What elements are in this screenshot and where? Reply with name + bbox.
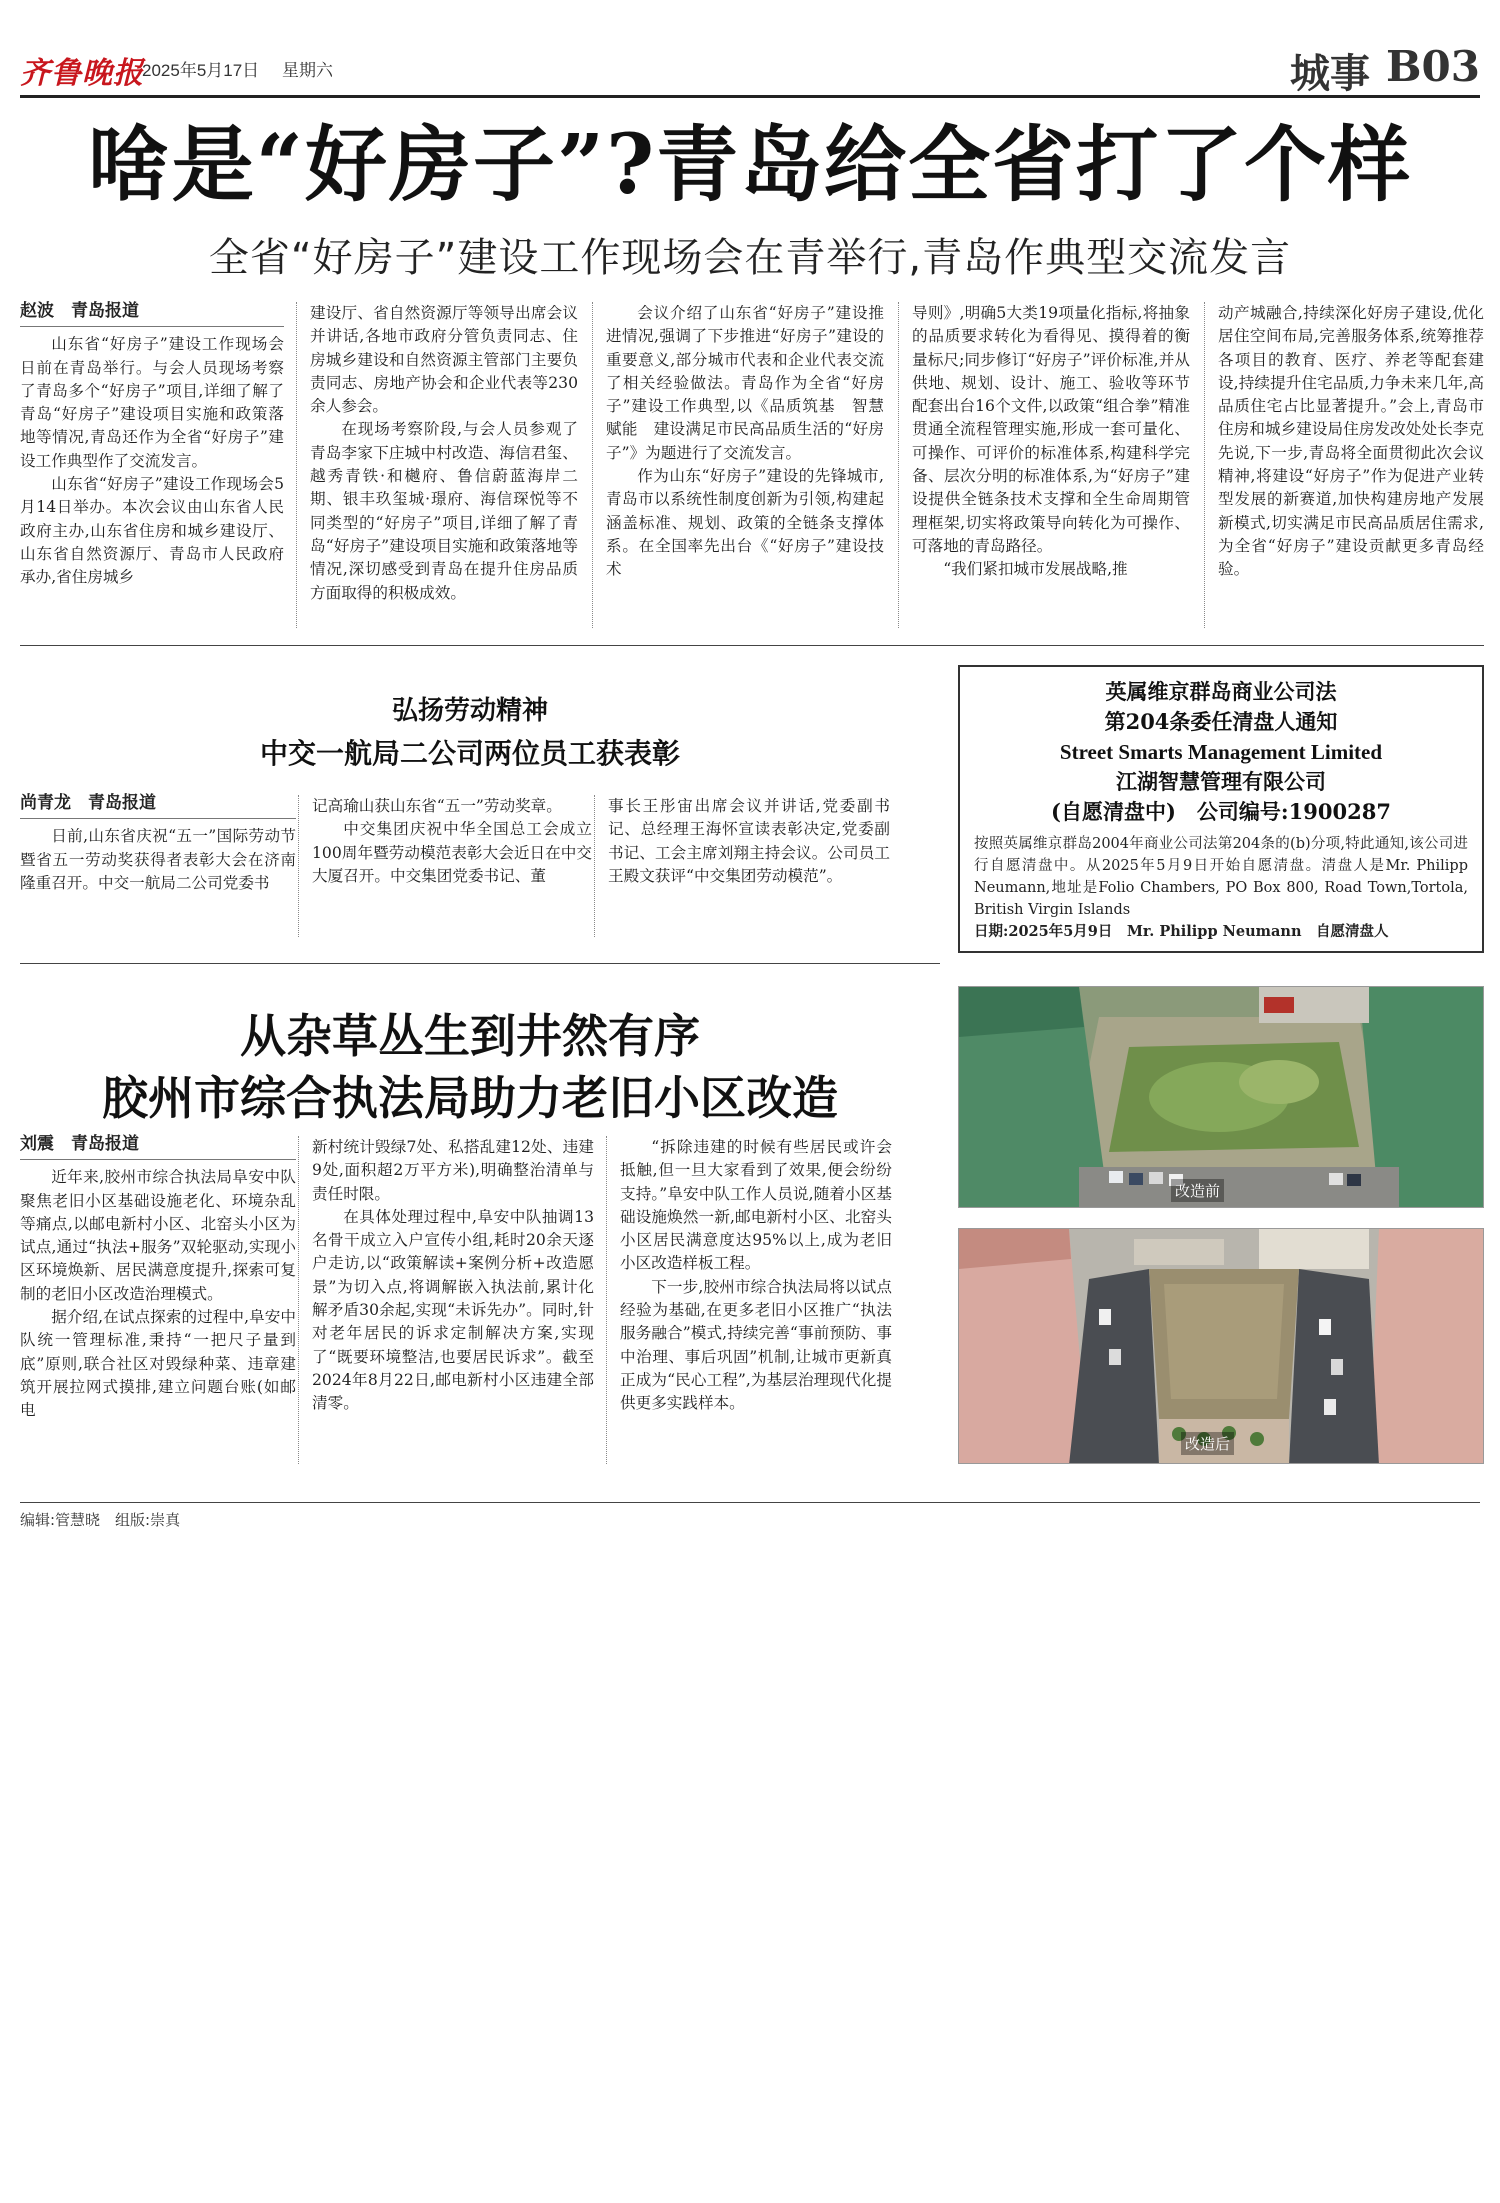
notice-company-chinese: 江湖智慧管理有限公司 xyxy=(1116,769,1326,794)
column-divider xyxy=(1204,302,1205,628)
photo-after-caption: 改造后 xyxy=(1181,1432,1234,1455)
article2-column-3 xyxy=(608,795,890,945)
article1-paragraph: 山东省“好房子”建设工作现场会5月14日举办。本次会议由山东省人民政府主办,山东省住房和城乡建设厅、山东省自然资源厅、青岛市人民政府承办,省住房城乡 xyxy=(20,475,284,587)
column-divider xyxy=(298,795,299,937)
article1-paragraph: “我们紧扣城市发展战略,推 xyxy=(943,560,1128,579)
newspaper-logo: 齐鲁晚报 xyxy=(20,56,144,91)
article2-column-2 xyxy=(312,795,592,945)
masthead xyxy=(20,40,1480,98)
notice-title-2: 第204条委任清盘人通知 xyxy=(1104,709,1338,734)
article3-paragraph: 在具体处理过程中,阜安中队抽调13名骨干成立入户宣传小组,耗时20余天逐户走访,以“政策解读+案例分析+改造愿景”为切入点,将调解嵌入执法前,累计化解矛盾30余起,实现“未诉先办”。同时,针对老年居民的诉求定制解决方案,实现了“既要环境整洁,也要居民诉求”。截至2024年8月22日,邮电新村小区违建全部清零。 xyxy=(312,1207,594,1413)
article1-byline: 赵波 青岛报道 xyxy=(20,300,284,327)
article2-title-line2: 中交一航局二公司两位员工获表彰 xyxy=(259,737,680,770)
article2-paragraph: 记高瑜山获山东省“五一”劳动奖章。 xyxy=(312,797,562,815)
notice-title-1: 英属维京群岛商业公司法 xyxy=(1105,679,1337,704)
article3-column-2 xyxy=(312,1136,594,1471)
article2-title-line1: 弘扬劳动精神 xyxy=(391,696,548,726)
article1-paragraph: 作为山东“好房子”建设的先锋城市,青岛市以系统性制度创新为引领,构建起涵盖标准、规划、政策的全链条支撑体系。在全国率先出台《“好房子”建设技术 xyxy=(606,467,884,579)
notice-footer: 日期:2025年5月9日 Mr. Philipp Neumann 自愿清盘人 xyxy=(974,923,1389,940)
page-footer xyxy=(20,1502,1480,1530)
article3-paragraph: 近年来,胶州市综合执法局阜安中队聚焦老旧小区基础设施老化、环境杂乱等痛点,以邮电新村小区、北窑头小区为试点,通过“执法+服务”双轮驱动,实现小区环境焕新、居民满意度提升,探索可复制的老旧小区改造治理模式。 xyxy=(20,1168,296,1303)
article1-column-1 xyxy=(20,300,284,630)
editor-credit: 编辑:管慧晓 组版:崇真 xyxy=(20,1511,181,1529)
notice-body: 按照英属维京群岛2004年商业公司法第204条的(b)分项,特此通知,该公司进行自愿清盘中。从2025年5月9日开始自愿清盘。清盘人是Mr. Philipp Neumann,地址是Folio Chambers, PO Box 800, Road Town,Tortola, British Virgin Islands xyxy=(974,836,1468,918)
article3-column-3 xyxy=(620,1136,892,1471)
article2-column-1 xyxy=(20,792,296,942)
column-divider xyxy=(898,302,899,628)
notice-company-number: (自愿清盘中) 公司编号:1900287 xyxy=(1051,799,1391,824)
column-divider xyxy=(298,1136,299,1464)
photo-before-image xyxy=(959,987,1484,1208)
legal-notice-box xyxy=(958,665,1484,953)
column-divider xyxy=(592,302,593,628)
article1-title: 啥是“好房子”?青岛给全省打了个样 xyxy=(87,117,1413,213)
photo-after-renovation xyxy=(958,1228,1484,1464)
article1-paragraph: 山东省“好房子”建设工作现场会日前在青岛举行。与会人员现场考察了青岛多个“好房子”项目,详细了解了青岛“好房子”建设项目实施和政策落地等情况,青岛还作为全省“好房子”建设工作典型作了交流发言。 xyxy=(20,335,284,470)
article3-paragraph: 新村统计毁绿7处、私搭乱建12处、违建9处,面积超2万平方米),明确整治清单与责任时限。 xyxy=(312,1138,594,1203)
article3-byline: 刘震 青岛报道 xyxy=(20,1133,296,1160)
issue-date: 2025年5月17日 xyxy=(142,61,260,80)
article3-title-line2: 胶州市综合执法局助力老旧小区改造 xyxy=(102,1071,838,1125)
article2-paragraph: 中交集团庆祝中华全国总工会成立100周年暨劳动模范表彰大会近日在中交大厦召开。中交集团党委书记、董 xyxy=(312,820,592,885)
photo-before-caption: 改造前 xyxy=(1171,1179,1224,1202)
column-divider xyxy=(594,795,595,937)
photo-after-image xyxy=(959,1229,1484,1464)
article2-byline: 尚青龙 青岛报道 xyxy=(20,792,296,819)
article1-paragraph: 动产城融合,持续深化好房子建设,优化居住空间布局,完善服务体系,统筹推荐各项目的教育、医疗、养老等配套建设,持续提升住宅品质,力争未来几年,高品质住宅占比显著提升。”会上,青岛市住房和城乡建设局住房发改处处长李克先说,下一步,青岛将全面贯彻此次会议精神,将建设“好房子”作为促进产业转型发展的新赛道,加快构建房地产发展新模式,切实满足市民高品质居住需求,为全省“好房子”建设贡献更多青岛经验。 xyxy=(1218,304,1484,579)
section-name: 城事 xyxy=(1290,50,1370,97)
article1-column-5 xyxy=(1218,302,1484,632)
article1-column-2 xyxy=(310,302,578,632)
photo-before-renovation xyxy=(958,986,1484,1208)
article3-paragraph: 据介绍,在试点探索的过程中,阜安中队统一管理标准,秉持“一把尺子量到底”原则,联合社区对毁绿种菜、违章建筑开展拉网式摸排,建立问题台账(如邮电 xyxy=(20,1308,296,1420)
article2-paragraph: 日前,山东省庆祝“五一”国际劳动节暨省五一劳动奖获得者表彰大会在济南隆重召开。中交一航局二公司党委书 xyxy=(20,827,296,892)
article1-paragraph: 建设厅、省自然资源厅等领导出席会议并讲话,各地市政府分管负责同志、住房城乡建设和自然资源主管部门主要负责同志、房地产协会和企业代表等230余人参会。 xyxy=(310,304,578,416)
issue-weekday: 星期六 xyxy=(282,61,333,80)
article3-column-1 xyxy=(20,1133,296,1468)
article1-subtitle: 全省“好房子”建设工作现场会在青举行,青岛作典型交流发言 xyxy=(208,235,1292,281)
notice-company-english: Street Smarts Management Limited xyxy=(1059,740,1383,764)
section-rule xyxy=(20,645,1484,646)
article3-paragraph: “拆除违建的时候有些居民或许会抵触,但一旦大家看到了效果,便会纷纷支持。”阜安中队工作人员说,随着小区基础设施焕然一新,邮电新村小区、北窑头小区居民满意度达95%以上,成为老旧小区改造样板工程。 xyxy=(620,1138,892,1273)
article1-paragraph: 导则》,明确5大类19项量化指标,将抽象的品质要求转化为看得见、摸得着的衡量标尺;同步修订“好房子”评价标准,并从供地、规划、设计、施工、验收等环节配套出台16个文件,以政策“组合拳”精准贯通全流程管理实施,形成一套可量化、可操作、可评价的标准体系,构建科学完备、层次分明的标准体系,为“好房子”建设提供全链条技术支撑和全生命周期管理框架,切实将政策导向转化为可操作、可落地的青岛路径。 xyxy=(912,304,1190,555)
column-divider xyxy=(606,1136,607,1464)
page-number: B03 xyxy=(1386,42,1480,91)
article1-column-4 xyxy=(912,302,1190,632)
article2-paragraph: 事长王彤宙出席会议并讲话,党委副书记、总经理王海怀宣读表彰决定,党委副书记、工会主席刘翔主持会议。公司员工王殿文获评“中交集团劳动模范”。 xyxy=(608,797,890,885)
article3-paragraph: 下一步,胶州市综合执法局将以试点经验为基础,在更多老旧小区推广“执法服务融合”模式,持续完善“事前预防、事中治理、事后巩固”机制,让城市更新真正成为“民心工程”,为基层治理现代化提供更多实践样本。 xyxy=(620,1277,892,1413)
article1-paragraph: 会议介绍了山东省“好房子”建设推进情况,强调了下步推进“好房子”建设的重要意义,部分城市代表和企业代表交流了相关经验做法。青岛作为全省“好房子”建设工作典型,以《品质筑基 智慧赋能 建设满足市民高品质生活的“好房子”》为题进行了交流发言。 xyxy=(606,304,884,462)
article1-paragraph: 在现场考察阶段,与会人员参观了青岛李家下庄城中村改造、海信君玺、越秀青铁·和樾府、鲁信蔚蓝海岸二期、银丰玖玺城·璟府、海信琛悦等不同类型的“好房子”项目,详细了解了青岛“好房子”建设项目实施和政策落地等情况,深切感受到青岛在提升住房品质方面取得的积极成效。 xyxy=(310,420,578,602)
article1-column-3 xyxy=(606,302,884,632)
section-rule xyxy=(20,963,940,964)
article3-title-line1: 从杂草丛生到井然有序 xyxy=(240,1009,700,1063)
column-divider xyxy=(296,302,297,628)
